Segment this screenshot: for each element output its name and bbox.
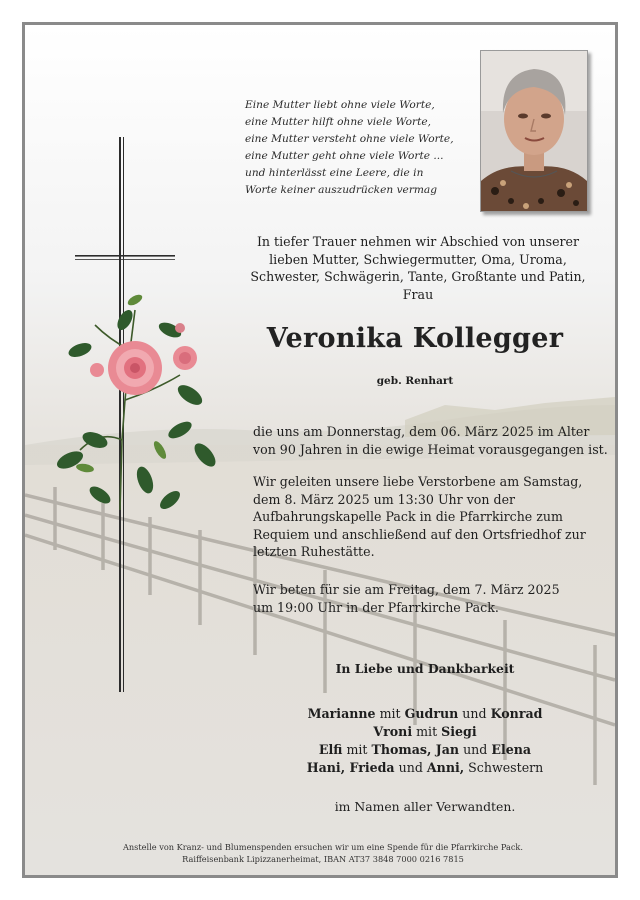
family-member: Gudrun [404,706,459,721]
family-member: Anni, [426,760,465,775]
family-joiner: mit [375,706,405,721]
text-line: die uns am Donnerstag, dem 06. März 2025 im Alter [253,424,590,439]
obituary-card [22,22,618,878]
family-member: Siegi [441,724,477,739]
poem [245,97,475,199]
intro-line: lieben Mutter, Schwiegermutter, Oma, Uroma, [269,251,567,267]
family-joiner: und [459,742,492,757]
text-line: von 90 Jahren in die ewige Heimat vorausgegangen ist. [253,441,608,457]
family-row [245,741,605,759]
family-list [245,705,605,777]
deceased-name: Veronika Kollegger [266,323,564,354]
prayer-details [253,581,613,616]
donation-footer [65,841,581,865]
text-line: um 19:00 Uhr in der Pfarrkirche Pack. [253,599,499,615]
maiden-name: geb. Renhart [376,375,454,387]
text-line: Wir beten für sie am Freitag, dem 7. März 2025 [253,582,560,597]
death-notice [253,423,613,458]
portrait-photo [480,50,588,212]
poem-line: Eine Mutter liebt ohne viele Worte, [245,99,435,111]
family-member: Vroni [373,724,413,739]
poem-line: Worte keiner auszudrücken vermag [245,184,438,196]
family-row [245,759,605,777]
intro-line: In tiefer Trauer nehmen wir Abschied von unserer [256,234,580,249]
poem-line: eine Mutter geht ohne viele Worte ... [245,150,444,162]
text-line: Requiem und anschließend auf den Ortsfriedhof zur [253,526,586,542]
family-row [245,705,605,723]
family-member: Hani, Frieda [306,760,395,775]
family-member: Marianne [307,706,376,721]
intro-line: Frau [402,286,434,302]
text-line: Aufbahrungskapelle Pack in die Pfarrkirche zum [253,509,563,524]
family-joiner: mit [412,724,442,739]
rose-bloom [108,341,162,395]
family-joiner: und [458,706,491,721]
poem-line: eine Mutter hilft ohne viele Worte, [245,116,431,128]
text-line: dem 8. März 2025 um 13:30 Uhr von der [253,491,516,507]
poem-line: eine Mutter versteht ohne viele Worte, [245,133,454,145]
thanks-heading: In Liebe und Dankbarkeit [335,661,515,676]
footer-line: Raiffeisenbank Lipizzanerheimat, IBAN AT37 3848 7000 0216 7815 [182,854,464,864]
family-joiner: und [394,760,427,775]
rose-illustration [40,290,225,520]
text-line: Wir geleiten unsere liebe Verstorbene am Samstag, [253,474,583,489]
family-member: Elfi [318,742,343,757]
family-member: Elena [491,742,532,757]
intro-line: Schwester, Schwägerin, Tante, Großtante und Patin, [250,269,586,284]
family-member: Thomas, Jan [371,742,460,757]
family-joiner: Schwestern [464,760,544,775]
text-line: letzten Ruhestätte. [253,544,375,559]
funeral-details [253,473,613,561]
family-joiner: mit [342,742,372,757]
relatives-line: im Namen aller Verwandten. [334,799,516,814]
poem-line: und hinterlässt eine Leere, die in [245,167,424,179]
family-row [245,723,605,741]
family-member: Konrad [490,706,543,721]
intro-text [243,233,593,303]
footer-line: Anstelle von Kranz- und Blumenspenden ersuchen wir um eine Spende für die Pfarrkirche Pack. [123,842,523,852]
